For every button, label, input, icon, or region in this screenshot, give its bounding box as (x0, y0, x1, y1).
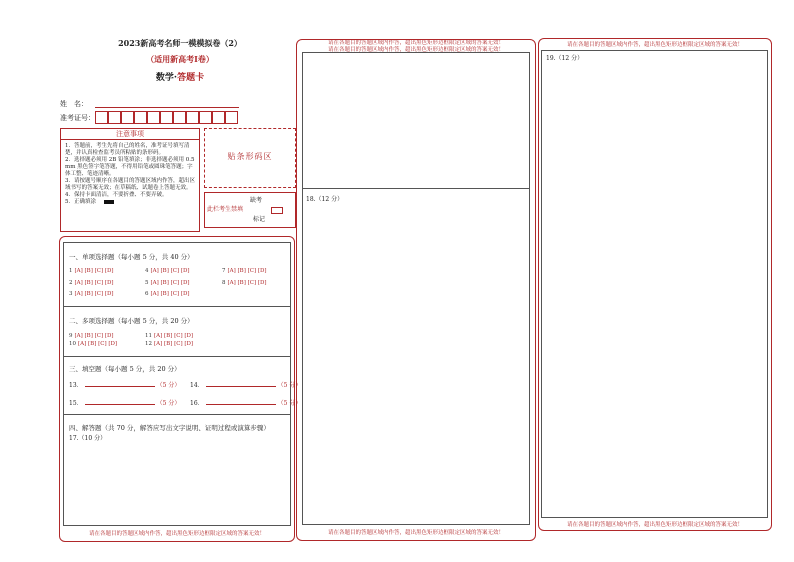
notes-item: 4．保持卡面清洁，不要折叠、不要弄破。 (65, 192, 168, 198)
id-cell[interactable] (108, 111, 121, 124)
warning-text: 请在各题目的答题区域内作答，超出黑色矩形边框限定区域的答案无效！ (327, 40, 504, 46)
points-label: （5 分） (156, 382, 181, 389)
section3-title: 三、填空题（每小题 5 分，共 20 分） (69, 365, 181, 373)
fill-blank-16 (190, 398, 301, 407)
answer-blank[interactable] (206, 386, 276, 387)
choice-options[interactable]: [A] [B] [C] [D] (150, 291, 190, 297)
notes-item: 3．请按题号顺序在各题目的答题区域内作答，超出区域书写的答案无效；在草稿纸、试题卷上答题无效。 (65, 178, 196, 191)
middle-answer-area[interactable] (302, 52, 530, 525)
notes-title: 注意事项 (61, 129, 199, 140)
filled-mark-example (104, 200, 114, 204)
q18-label: 18.（12 分） (306, 196, 344, 203)
id-cell[interactable] (95, 111, 108, 124)
absent-mark-bottom: 标记 (253, 216, 266, 223)
choice-row-1[interactable] (69, 268, 114, 274)
question-number: 7 (222, 268, 226, 274)
answer-divider (302, 188, 530, 189)
choice-row-6[interactable] (145, 291, 190, 297)
id-cell[interactable] (173, 111, 186, 124)
question-number: 6 (145, 291, 149, 297)
q19-label: 19.（12 分） (546, 55, 584, 62)
absent-checkbox[interactable] (271, 207, 283, 214)
choice-row-8[interactable] (222, 280, 267, 286)
choice-options[interactable]: [A] [B] [C] [D] (74, 268, 114, 274)
notes-example (65, 199, 195, 206)
subject-heading (60, 70, 300, 83)
question-number: 5 (145, 280, 149, 286)
answer-card-label: 答题卡 (177, 73, 205, 83)
points-label: （5 分） (156, 400, 181, 407)
section2-title: 二、多项选择题（每小题 5 分，共 20 分） (69, 317, 194, 325)
exam-title: 2023新高考名师一模模拟卷（2） (118, 38, 242, 48)
question-number: 3 (69, 291, 73, 297)
answer-blank[interactable] (85, 404, 155, 405)
id-cell[interactable] (147, 111, 160, 124)
choice-options[interactable]: [A] [B] [C] [D] (154, 333, 194, 339)
question-number: 11 (145, 333, 152, 339)
id-cell[interactable] (134, 111, 147, 124)
section-divider (63, 356, 291, 357)
warning-text: 请在各题目的答题区域内作答，超出黑色矩形边框限定区域的答案无效！ (327, 530, 504, 536)
section4-title: 四、解答题（共 70 分，解答应写出文字说明、证明过程或演算步骤） (69, 424, 270, 432)
absent-mark-top: 缺考 (250, 197, 263, 204)
section1-title: 一、单项选择题（每小题 5 分，共 40 分） (69, 253, 194, 261)
choice-options[interactable]: [A] [B] [C] [D] (150, 268, 190, 274)
warning-text: 请在各题目的答题区域内作答，超出黑色矩形边框限定区域的答案无效！ (327, 47, 504, 53)
question-number: 1 (69, 268, 73, 274)
choice-options[interactable]: [A] [B] [C] [D] (74, 333, 114, 339)
choice-row-4[interactable] (145, 268, 190, 274)
choice-options[interactable]: [A] [B] [C] [D] (78, 341, 118, 347)
question-number: 8 (222, 280, 226, 286)
choice-options[interactable]: [A] [B] [C] [D] (227, 280, 267, 286)
choice-row-10[interactable] (69, 341, 117, 347)
title-dot: · (173, 73, 178, 83)
answer-blank[interactable] (206, 404, 276, 405)
choice-row-2[interactable] (69, 280, 114, 286)
fill-blank-13 (69, 380, 180, 389)
question-number: 13． (69, 382, 83, 389)
choice-options[interactable]: [A] [B] [C] [D] (74, 280, 114, 286)
choice-row-12[interactable] (145, 341, 193, 347)
barcode-label: 贴条形码区 (227, 152, 273, 161)
warning-text: 请在各题目的答题区域内作答，超出黑色矩形边框限定区域的答案无效！ (88, 531, 265, 537)
section-divider (63, 306, 291, 307)
points-label: （5 分） (277, 400, 302, 407)
question-number: 2 (69, 280, 73, 286)
id-label: 准考证号： (60, 114, 95, 122)
q17-label: 17.（10 分） (69, 435, 107, 442)
choice-row-3[interactable] (69, 291, 114, 297)
id-number-grid[interactable] (95, 111, 239, 124)
notes-list (61, 140, 199, 206)
name-label: 姓 名： (60, 100, 88, 108)
barcode-area (204, 128, 296, 188)
notes-item: 1．答题前，考生先将自己的姓名，准考证号填写清楚，并认真检查监考员所粘贴的条形码。 (65, 143, 190, 156)
subject-name: 数学 (155, 73, 174, 83)
right-answer-area[interactable] (541, 50, 768, 518)
choice-row-9[interactable] (69, 333, 114, 339)
question-number: 16． (190, 400, 204, 407)
question-number: 9 (69, 333, 73, 339)
id-cell[interactable] (199, 111, 212, 124)
absent-label: 此栏考生禁填 (207, 206, 244, 213)
absent-box (204, 192, 296, 228)
fill-blank-15 (69, 398, 180, 407)
question-number: 4 (145, 268, 149, 274)
choice-row-5[interactable] (145, 280, 190, 286)
id-cell[interactable] (121, 111, 134, 124)
choice-row-11[interactable] (145, 333, 193, 339)
section-divider (63, 414, 291, 415)
exam-subtitle: （适用新高考Ⅰ卷） (146, 54, 214, 64)
fill-blank-14 (190, 380, 301, 389)
choice-options[interactable]: [A] [B] [C] [D] (154, 341, 194, 347)
id-cell[interactable] (160, 111, 173, 124)
choice-options[interactable]: [A] [B] [C] [D] (74, 291, 114, 297)
id-cell[interactable] (225, 111, 238, 124)
id-cell[interactable] (186, 111, 199, 124)
name-field[interactable] (95, 107, 239, 108)
answer-blank[interactable] (85, 386, 155, 387)
question-number: 14． (190, 382, 204, 389)
warning-text: 请在各题目的答题区域内作答，超出黑色矩形边框限定区域的答案无效！ (566, 522, 743, 528)
choice-row-7[interactable] (222, 268, 267, 274)
example-label: 5．正确填涂 (65, 199, 96, 205)
choice-options[interactable]: [A] [B] [C] [D] (150, 280, 190, 286)
question-number: 15． (69, 400, 83, 407)
question-number: 10 (69, 341, 76, 347)
question-number: 12 (145, 341, 152, 347)
warning-text: 请在各题目的答题区域内作答，超出黑色矩形边框限定区域的答案无效！ (566, 42, 743, 48)
notes-box (60, 128, 200, 232)
notes-item: 2．选择题必须用 2B 铅笔填涂；非选择题必须用 0.5 mm 黑色签字笔答题，不得用铅笔或圆珠笔答题；字体工整、笔迹清晰。 (65, 157, 195, 177)
points-label: （5 分） (277, 382, 302, 389)
id-cell[interactable] (212, 111, 225, 124)
choice-options[interactable]: [A] [B] [C] [D] (227, 268, 267, 274)
